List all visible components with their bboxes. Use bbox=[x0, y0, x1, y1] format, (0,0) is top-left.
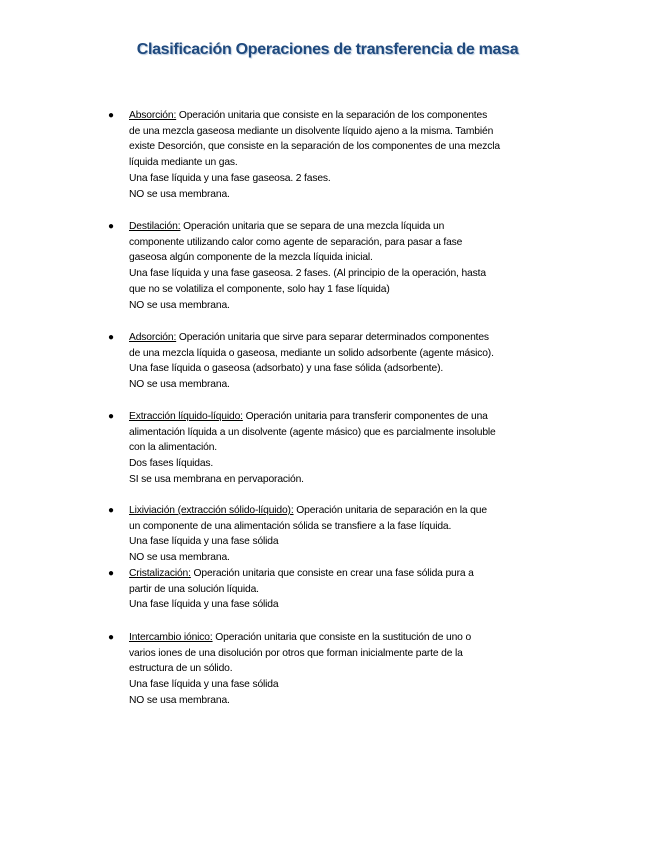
list-item-adsorcion bbox=[108, 330, 569, 393]
item-line: NO se usa membrana. bbox=[129, 299, 230, 311]
bullet-icon: ● bbox=[108, 632, 114, 643]
item-first-line bbox=[129, 566, 569, 582]
item-first-line bbox=[129, 330, 569, 346]
item-line: que no se volatiliza el componente, solo hay 1 fase líquida) bbox=[129, 283, 390, 295]
page-title: Clasificación Operaciones de transferencia de masa bbox=[136, 41, 519, 58]
item-line: Una fase líquida o gaseosa (adsorbato) y una fase sólida (adsorbente). bbox=[129, 363, 444, 375]
item-line: con la alimentación. bbox=[129, 442, 218, 454]
item-term: Intercambio iónico: bbox=[129, 632, 213, 643]
item-line: líquida mediante un gas. bbox=[129, 157, 238, 169]
item-line: Una fase líquida y una fase sólida bbox=[129, 679, 279, 691]
item-line: NO se usa membrana. bbox=[129, 379, 230, 391]
item-line: Una fase líquida y una fase gaseosa. 2 fases. bbox=[129, 172, 331, 184]
item-term: Cristalización: bbox=[129, 568, 191, 579]
item-line: un componente de una alimentación sólida se transfiere a la fase líquida. bbox=[129, 520, 452, 532]
item-term: Absorción: bbox=[129, 110, 177, 121]
bullet-icon: ● bbox=[108, 221, 114, 232]
item-line: alimentación líquida a un disolvente (agente másico) que es parcialmente insoluble bbox=[129, 426, 496, 438]
item-term: Lixiviación (extracción sólido-líquido): bbox=[129, 505, 294, 516]
item-line: Una fase líquida y una fase sólida bbox=[129, 599, 279, 611]
item-line: varios iones de una disolución por otros que forman inicialmente parte de la bbox=[129, 647, 463, 659]
item-line: NO se usa membrana. bbox=[129, 694, 230, 706]
list-item-cristalizacion bbox=[108, 566, 569, 613]
bullet-icon: ● bbox=[108, 505, 114, 516]
item-line: existe Desorción, que consiste en la separación de los componentes de una mezcla bbox=[129, 141, 500, 153]
bullet-icon: ● bbox=[108, 411, 114, 422]
item-line: componente utilizando calor como agente de separación, para pasar a fase bbox=[129, 236, 463, 248]
item-term: Adsorción: bbox=[129, 332, 177, 343]
item-line: partir de una solución líquida. bbox=[129, 583, 259, 595]
item-line: de una mezcla líquida o gaseosa, mediante un solido adsorbente (agente másico). bbox=[129, 347, 494, 359]
item-first-line bbox=[129, 503, 569, 519]
list-item-absorcion bbox=[108, 108, 569, 202]
item-first-line bbox=[129, 409, 569, 425]
item-first-line bbox=[129, 630, 569, 646]
item-intro: Operación unitaria que consiste en la separación de los componentes bbox=[176, 110, 488, 121]
item-intro: Operación unitaria que consiste en crear una fase sólida pura a bbox=[190, 568, 474, 579]
item-line: Dos fases líquidas. bbox=[129, 458, 214, 470]
item-intro: Operación unitaria que se separa de una mezcla líquida un bbox=[180, 221, 445, 232]
item-intro: Operación unitaria que consiste en la sustitución de uno o bbox=[212, 632, 472, 643]
item-line: estructura de un sólido. bbox=[129, 663, 233, 675]
item-term: Destilación: bbox=[129, 221, 181, 232]
item-intro: Operación unitaria para transferir componentes de una bbox=[242, 411, 488, 422]
bullet-icon: ● bbox=[108, 110, 114, 121]
item-line: NO se usa membrana. bbox=[129, 552, 230, 564]
bullet-icon: ● bbox=[108, 568, 114, 579]
item-line: de una mezcla gaseosa mediante un disolvente líquido ajeno a la misma. También bbox=[129, 125, 494, 137]
item-line: gaseosa algún componente de la mezcla líquida inicial. bbox=[129, 252, 373, 264]
bullet-icon: ● bbox=[108, 332, 114, 343]
item-intro: Operación unitaria que sirve para separar determinados componentes bbox=[176, 332, 489, 343]
item-intro: Operación unitaria de separación en la que bbox=[293, 505, 487, 516]
item-term: Extracción líquido-líquido: bbox=[129, 411, 243, 422]
item-line: Una fase líquida y una fase sólida bbox=[129, 536, 279, 548]
item-line: Una fase líquida y una fase gaseosa. 2 fases. (Al principio de la operación, hasta bbox=[129, 268, 486, 280]
list-item-lixiviacion bbox=[108, 503, 569, 566]
item-first-line bbox=[129, 108, 569, 124]
item-line: SI se usa membrana en pervaporación. bbox=[129, 473, 304, 485]
list-item-destilacion bbox=[108, 219, 569, 313]
list-item-intercambio-ionico bbox=[108, 630, 569, 709]
item-first-line bbox=[129, 219, 569, 235]
list-item-extraccion bbox=[108, 409, 569, 488]
item-line: NO se usa membrana. bbox=[129, 188, 230, 200]
